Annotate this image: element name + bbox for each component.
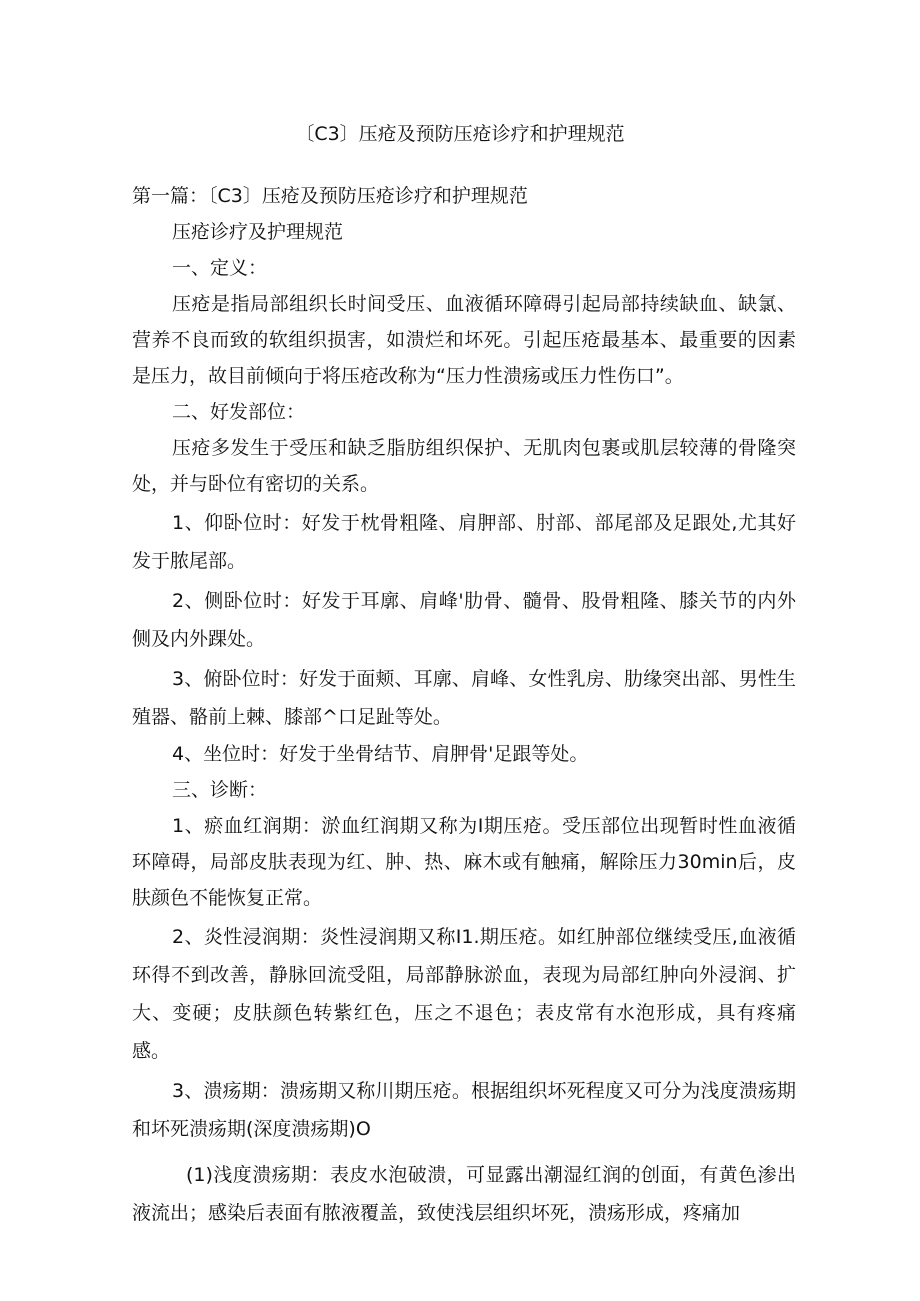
section-title: 压疮诊疗及护理规范: [172, 221, 344, 243]
list-item-stage-1: 1、瘀血红润期：淤血红润期又称为I期压疮。受压部位出现暂时性血液循环障碍，局部皮肤表现为红、肿、热、麻木或有触痛，解除压力30min后，皮肤颜色不能恢复正常。: [132, 815, 796, 909]
paragraph-common-sites: 压疮多发生于受压和缺乏脂肪组织保护、无肌肉包裹或肌层较薄的骨隆突处，并与卧位有密切的关系。: [132, 437, 796, 495]
list-item-stage-3: 3、溃疡期：溃疡期又称川期压疮。根据组织坏死程度又可分为浅度溃疡期和坏死溃疡期(深度溃疡期)O: [132, 1080, 796, 1140]
sub-item-shallow-ulcer: (1)浅度溃疡期：表皮水泡破溃，可显露出潮湿红润的创面，有黄色渗出液流出；感染后表面有脓液覆盖，致使浅层组织坏死，溃疡形成，疼痛加: [132, 1164, 796, 1224]
list-item-lateral: 2、侧卧位时：好发于耳廓、肩峰'肋骨、髓骨、股骨粗隆、膝关节的内外侧及内外踝处。: [132, 590, 796, 650]
document-body: [132, 178, 796, 1232]
list-item-sitting: 4、坐位时：好发于坐骨结节、肩胛骨'足跟等处。: [172, 743, 589, 765]
list-item-supine: 1、仰卧位时：好发于枕骨粗隆、肩胛部、肘部、部尾部及足跟处,尤其好发于脓尾部。: [132, 512, 796, 572]
chapter-heading: 第一篇：〔C3〕压疮及预防压疮诊疗和护理规范: [132, 185, 528, 207]
list-item-prone: 3、俯卧位时：好发于面颊、耳廓、肩峰、女性乳房、肋缘突出部、男性生殖器、骼前上棘、膝部^口足趾等处。: [132, 668, 796, 728]
document-title: 〔C3〕压疮及预防压疮诊疗和护理规范: [295, 123, 625, 145]
heading-common-sites: 二、好发部位：: [172, 401, 306, 423]
heading-diagnosis: 三、诊断：: [172, 779, 268, 801]
heading-definition: 一、定义：: [172, 257, 268, 279]
paragraph-definition: 压疮是指局部组织长时间受压、血液循环障碍引起局部持续缺血、缺氯、营养不良而致的软组织损害，如溃烂和坏死。引起压疮最基本、最重要的因素是压力，故目前倾向于将压疮改称为“压力性溃疡或压力性伤口”。: [132, 293, 796, 387]
list-item-stage-2: 2、炎性浸润期：炎性浸润期又称I1.期压疮。如红肿部位继续受压,血液循环得不到改善，静脉回流受阻，局部静脉淤血，表现为局部红肿向外浸润、扩大、变硬；皮肤颜色转紫红色，压之不退色；表皮常有水泡形成，具有疼痛感。: [132, 926, 796, 1062]
